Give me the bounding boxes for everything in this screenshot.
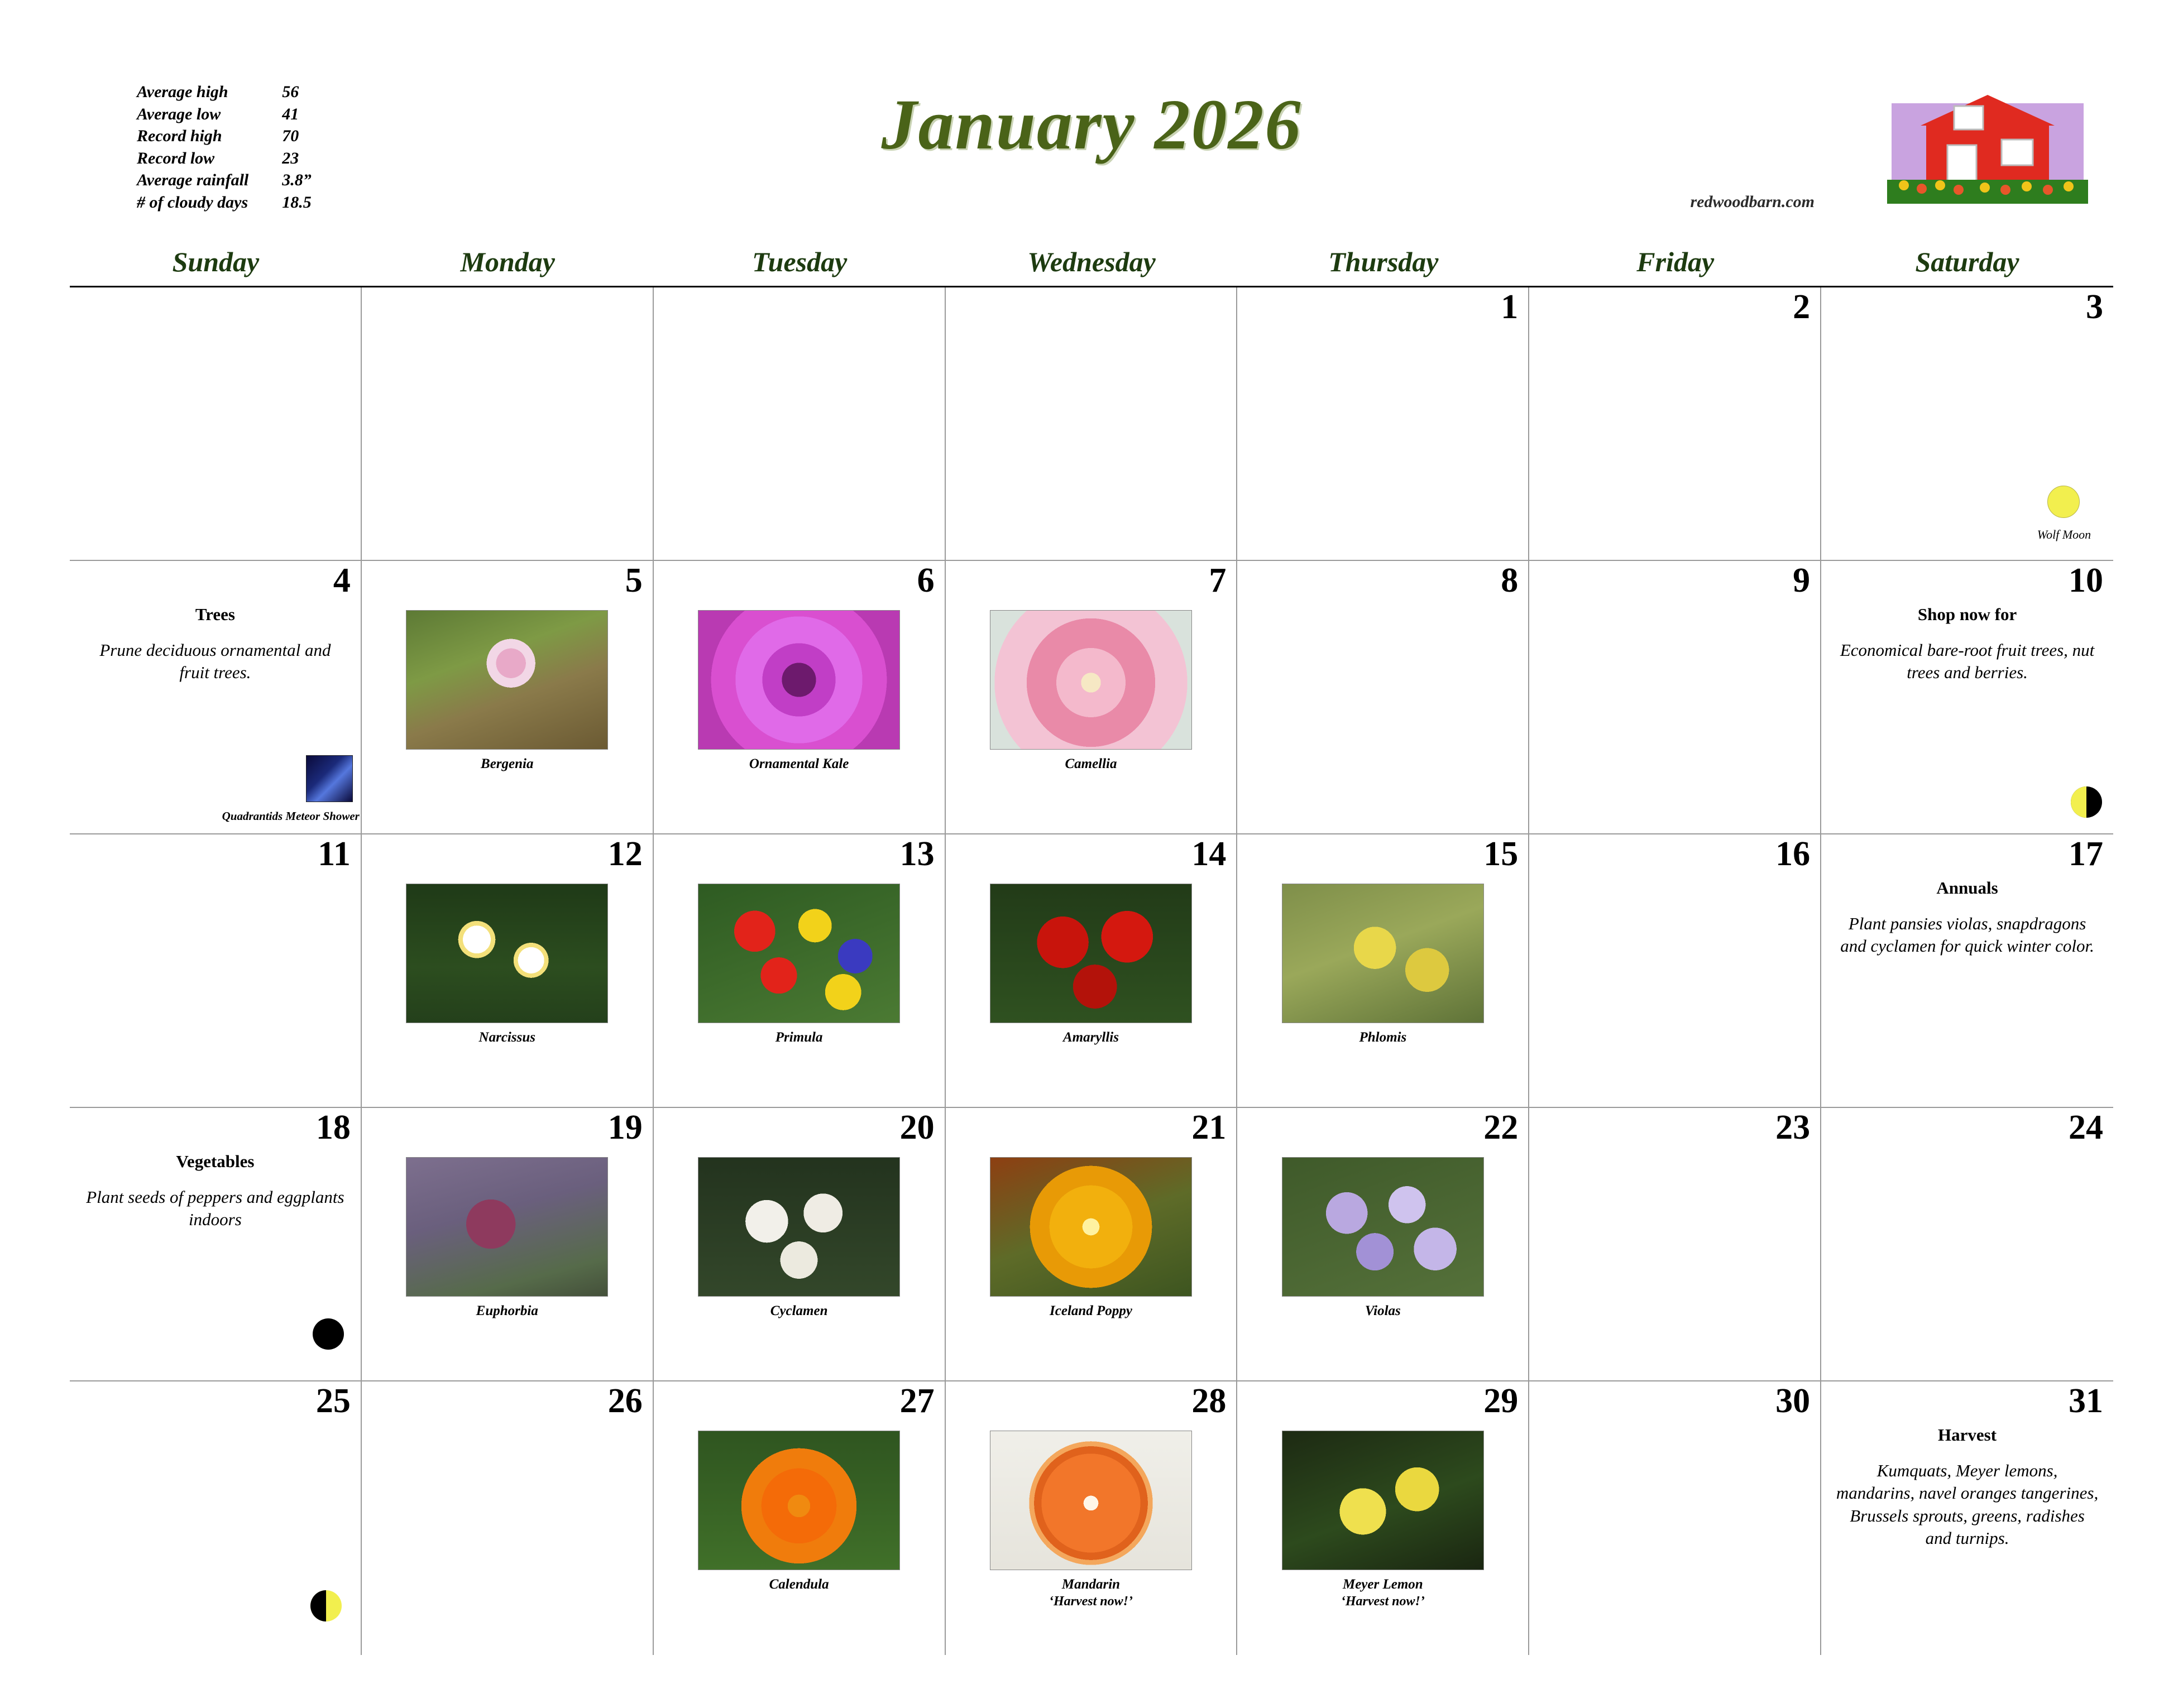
calendar-day-cell-29[interactable] (1237, 1381, 1529, 1655)
day-number: 7 (1209, 562, 1227, 599)
calendar-day-cell-25[interactable] (70, 1381, 362, 1655)
plant-photo-block (990, 1157, 1192, 1320)
calendar-day-cell-14[interactable] (946, 834, 1238, 1108)
plant-caption: Primula (775, 1030, 823, 1045)
day-number: 22 (1483, 1109, 1519, 1146)
euphorbia-photo (406, 1157, 608, 1297)
stat-label: Average low (137, 104, 221, 123)
red-barn-icon (1887, 84, 2088, 204)
weekday-sunday: Sunday (172, 246, 260, 277)
plant-photo-block (990, 884, 1192, 1046)
garden-tip-block (1836, 1425, 2099, 1549)
stat-label: Average high (137, 83, 228, 101)
calendar-day-cell-8[interactable] (1237, 561, 1529, 834)
stat-value: 70 (282, 127, 299, 146)
calendar-day-cell-10[interactable] (1821, 561, 2113, 834)
moon-phase-label: Wolf Moon (2037, 527, 2091, 541)
plant-caption: Ornamental Kale (749, 756, 849, 771)
garden-tip-heading: Vegetables (176, 1152, 255, 1171)
calendar-day-cell-3[interactable] (1821, 287, 2113, 561)
bergenia-photo (406, 610, 608, 750)
calendar-day-cell-empty[interactable] (70, 287, 362, 561)
plant-photo-block (406, 1157, 608, 1320)
calendar-day-cell-19[interactable] (362, 1108, 654, 1381)
iceland-poppy-photo (990, 1157, 1192, 1297)
calendar-day-cell-23[interactable] (1529, 1108, 1821, 1381)
calendar-day-cell-9[interactable] (1529, 561, 1821, 834)
plant-caption: Mandarin ‘Harvest now!’ (990, 1576, 1192, 1610)
plant-photo-block (698, 610, 900, 773)
day-number: 6 (917, 562, 935, 599)
day-number: 11 (318, 835, 351, 873)
day-number: 4 (333, 562, 351, 599)
mandarin-photo (990, 1431, 1192, 1570)
plant-caption: Camellia (1065, 756, 1117, 771)
calendar-day-cell-1[interactable] (1237, 287, 1529, 561)
calendar-day-cell-7[interactable] (946, 561, 1238, 834)
weekday-friday: Friday (1636, 246, 1715, 277)
stat-row (137, 191, 312, 214)
plant-caption: Calendula (769, 1577, 829, 1592)
calendar-day-cell-2[interactable] (1529, 287, 1821, 561)
garden-tip-heading: Trees (195, 604, 235, 624)
ornamental-kale-photo (698, 610, 900, 750)
plant-photo-block (990, 610, 1192, 773)
garden-tip-heading: Shop now for (1917, 604, 2017, 624)
plant-photo-block (990, 1431, 1192, 1610)
day-number: 8 (1501, 562, 1519, 599)
garden-tip-body: Economical bare-root fruit trees, nut trees and berries. (1840, 640, 2095, 683)
violas-photo (1282, 1157, 1484, 1297)
stat-row (137, 169, 312, 191)
calendar-day-cell-6[interactable] (654, 561, 946, 834)
brand-url: redwoodbarn.com (1690, 193, 1815, 211)
meteor-shower-icon (306, 755, 353, 802)
calendar-day-cell-empty[interactable] (654, 287, 946, 561)
meteor-shower-label: Quadrantids Meteor Shower (222, 809, 360, 823)
day-number: 29 (1483, 1382, 1519, 1420)
calendula-photo (698, 1431, 900, 1570)
stat-label: Record high (137, 127, 222, 146)
weekday-saturday: Saturday (1915, 246, 2019, 277)
stat-value: 56 (282, 83, 299, 101)
day-number: 25 (315, 1382, 351, 1420)
calendar-day-cell-17[interactable] (1821, 834, 2113, 1108)
day-number: 12 (607, 835, 643, 873)
calendar-day-cell-5[interactable] (362, 561, 654, 834)
weekday-wednesday: Wednesday (1027, 246, 1156, 277)
day-number: 5 (625, 562, 643, 599)
calendar-day-cell-16[interactable] (1529, 834, 1821, 1108)
page-title: January 2026 (881, 85, 1302, 164)
calendar-header (0, 0, 2183, 246)
stat-value: 41 (282, 104, 299, 123)
calendar-day-cell-15[interactable] (1237, 834, 1529, 1108)
amaryllis-photo (990, 884, 1192, 1023)
day-number: 16 (1775, 835, 1811, 873)
day-number: 26 (607, 1382, 643, 1420)
day-number: 30 (1775, 1382, 1811, 1420)
calendar-day-cell-28[interactable] (946, 1381, 1238, 1655)
calendar-grid (70, 287, 2113, 1655)
garden-tip-body: Kumquats, Meyer lemons, mandarins, navel oranges tangerines, Brussels sprouts, greens, radishes and turnips. (1836, 1461, 2099, 1548)
weekday-tuesday: Tuesday (751, 246, 848, 277)
day-number: 14 (1191, 835, 1227, 873)
plant-caption: Iceland Poppy (1050, 1303, 1132, 1318)
calendar-day-cell-12[interactable] (362, 834, 654, 1108)
plant-caption: Violas (1365, 1303, 1401, 1318)
calendar-day-cell-18[interactable] (70, 1108, 362, 1381)
calendar-day-cell-24[interactable] (1821, 1108, 2113, 1381)
moon-phase-half-right-icon (2071, 786, 2102, 818)
garden-tip-heading: Annuals (1936, 878, 1998, 898)
stat-value: 23 (282, 148, 299, 167)
calendar-day-cell-30[interactable] (1529, 1381, 1821, 1655)
garden-tip-block (84, 1152, 346, 1231)
phlomis-photo (1282, 884, 1484, 1023)
weekday-monday: Monday (460, 246, 555, 277)
day-number: 24 (2068, 1109, 2103, 1146)
moon-phase-full-icon (2047, 486, 2080, 518)
plant-caption: Euphorbia (476, 1303, 538, 1318)
day-number: 9 (1793, 562, 1811, 599)
day-number: 3 (2085, 288, 2103, 326)
day-number: 10 (2068, 562, 2103, 599)
calendar-day-cell-13[interactable] (654, 834, 946, 1108)
meyer-lemon-photo (1282, 1431, 1484, 1570)
plant-caption: Amaryllis (1062, 1030, 1119, 1045)
garden-tip-body: Plant pansies violas, snapdragons and cyclamen for quick winter color. (1840, 914, 2094, 956)
moon-phase-half-left-icon (310, 1590, 342, 1621)
weekday-thursday: Thursday (1328, 246, 1439, 277)
calendar-day-cell-31[interactable] (1821, 1381, 2113, 1655)
calendar-day-cell-empty[interactable] (362, 287, 654, 561)
day-number: 1 (1501, 288, 1519, 326)
primula-photo (698, 884, 900, 1023)
day-number: 18 (315, 1109, 351, 1146)
plant-caption: Phlomis (1359, 1030, 1407, 1045)
moon-phase-new-icon (313, 1318, 344, 1350)
calendar-day-cell-empty[interactable] (946, 287, 1238, 561)
stat-label: # of cloudy days (137, 193, 248, 212)
plant-photo-block (1282, 1431, 1484, 1610)
day-number: 28 (1191, 1382, 1227, 1420)
calendar-day-cell-11[interactable] (70, 834, 362, 1108)
plant-photo-block (698, 1157, 900, 1320)
day-number: 31 (2068, 1382, 2103, 1420)
narcissus-photo (406, 884, 608, 1023)
stat-label: Average rainfall (137, 171, 249, 190)
plant-caption: Meyer Lemon ‘Harvest now!’ (1282, 1576, 1484, 1610)
day-number: 13 (899, 835, 935, 873)
stat-value: 3.8” (282, 171, 312, 190)
plant-photo-block (1282, 884, 1484, 1046)
garden-tip-block (84, 604, 346, 684)
plant-photo-block (406, 610, 608, 773)
garden-tip-body: Plant seeds of peppers and eggplants indoors (86, 1187, 344, 1230)
stat-value: 18.5 (282, 193, 312, 212)
cyclamen-photo (698, 1157, 900, 1297)
calendar-day-cell-20[interactable] (654, 1108, 946, 1381)
plant-photo-block (1282, 1157, 1484, 1320)
day-number: 15 (1483, 835, 1519, 873)
calendar-day-cell-22[interactable] (1237, 1108, 1529, 1381)
plant-caption-sub: ‘Harvest now!’ (1341, 1594, 1425, 1609)
calendar-day-cell-4[interactable] (70, 561, 362, 834)
garden-tip-heading: Harvest (1938, 1425, 1997, 1445)
plant-photo-block (698, 884, 900, 1046)
calendar-day-cell-27[interactable] (654, 1381, 946, 1655)
calendar-day-cell-26[interactable] (362, 1381, 654, 1655)
plant-photo-block (698, 1431, 900, 1593)
day-number: 19 (607, 1109, 643, 1146)
garden-tip-block (1836, 878, 2099, 958)
camellia-photo (990, 610, 1192, 750)
plant-caption-sub: ‘Harvest now!’ (1049, 1594, 1133, 1609)
stat-label: Record low (137, 148, 215, 167)
plant-caption: Bergenia (481, 756, 534, 771)
day-number: 23 (1775, 1109, 1811, 1146)
day-number: 21 (1191, 1109, 1227, 1146)
day-number: 20 (899, 1109, 935, 1146)
day-number: 27 (899, 1382, 935, 1420)
day-number: 17 (2068, 835, 2103, 873)
plant-caption: Cyclamen (770, 1303, 828, 1318)
plant-caption: Narcissus (478, 1030, 535, 1045)
calendar-day-cell-21[interactable] (946, 1108, 1238, 1381)
garden-tip-body: Prune deciduous ornamental and fruit trees. (99, 640, 331, 683)
day-number: 2 (1793, 288, 1811, 326)
garden-tip-block (1836, 604, 2099, 684)
plant-photo-block (406, 884, 608, 1046)
weekday-header-row (70, 246, 2113, 287)
